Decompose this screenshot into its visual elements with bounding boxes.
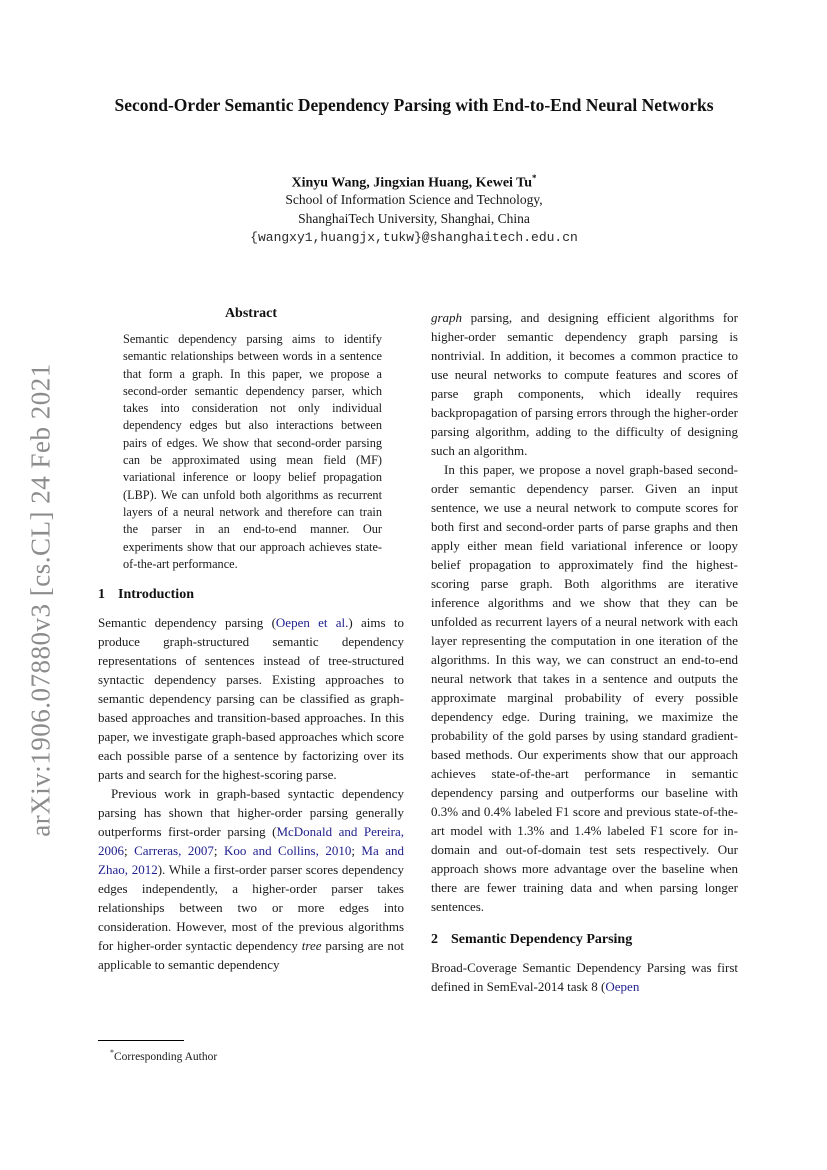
abstract-text: Semantic dependency parsing aims to identify semantic relationships between words in a sentence that form a graph. In this paper, we propose a second-order semantic dependency parser, which takes into consideration not only individual dependency edges but also interactions between pairs of edges. We show that second-order parsing can be approximated using mean field (MF) variational inference or loopy belief propagation (LBP). We can unfold both algorithms as recurrent layers of a neural network and therefore can train the parser in an end-to-end manner. Our experiments show that our approach achieves state-of-the-art performance. <box>123 332 382 571</box>
paragraph-text: ). While a first-order parser scores dependency edges independently, a higher-order parser takes relationships between two or more edges into consideration. However, most of the previous algorithms for higher-order syntactic dependency <box>98 862 404 954</box>
section-1-heading <box>98 587 404 603</box>
citation-link[interactable]: Oepen et al. <box>275 615 349 631</box>
citation-link[interactable]: McDonald and Pereira, 2006 <box>98 824 404 859</box>
footnote-label: Corresponding Author <box>114 1050 218 1063</box>
contribution-paragraph: In this paper, we propose a novel graph-based second-order semantic dependency parser. Given an input sentence, we use a neural network to compute scores for both first and second-order parts of parse graphs and then apply either mean field variational inference or loopy belief propagation to approximately find the highest-scoring parse graph. Both algorithms are iterative inference algorithms and we show that they can be unfolded as recurrent layers of a neural network with each layer representing the computation in one iteration of the algorithms. In this way, we can construct an end-to-end neural network that takes in a sentence and outputs the approximate marginal probability of every possible dependency edge. During training, we maximize the probability of the gold parses by using standard gradient-based methods. Our experiments show that our approach achieves state-of-the-art performance in semantic dependency parsing and outperforms our baseline with 0.3% and 0.4% labeled F1 score and previous state-of-the-art model with 1.3% and 1.4% labeled F1 score for in-domain and out-of-domain test sets respectively. Our approach shows more advantage over the baseline when there are fewer training data and when parsing longer sentences. <box>431 462 738 914</box>
footnote <box>98 1040 404 1065</box>
footnote-text <box>98 1045 404 1065</box>
paragraph-text: ) aims to produce graph-structured semantic dependency representations of sentences instead of tree-structured syntactic dependency parses. Existing approaches to semantic dependency parsing can be classified as graph-based approaches and transition-based approaches. In this paper, we investigate graph-based approaches which score each possible parse of a sentence by factorizing over its parts and search for the highest-scoring parse. <box>98 615 404 783</box>
abstract-heading: Abstract <box>224 306 278 321</box>
paper-title: Second-Order Semantic Dependency Parsing with End-to-End Neural Networks <box>114 95 714 115</box>
citation-link[interactable]: Carreras, 2007 <box>134 843 214 859</box>
affiliation-line-2: ShanghaiTech University, Shanghai, China <box>298 211 530 226</box>
paragraph-text: Broad-Coverage Semantic Dependency Parsing was first defined in SemEval-2014 task 8 ( <box>431 960 738 994</box>
section-2-title: Semantic Dependency Parsing <box>451 932 633 947</box>
intro-paragraph-1 <box>98 613 404 784</box>
section-1-number: 1 <box>98 587 105 603</box>
arxiv-watermark: arXiv:1906.07880v3 [cs.CL] 24 Feb 2021 <box>25 363 56 837</box>
paragraph-text: ; <box>213 843 224 859</box>
citation-link[interactable]: Ma and Zhao, 2012 <box>98 843 404 878</box>
affiliation-line-1: School of Information Science and Technology, <box>285 192 543 207</box>
paragraph-text: parsing, and designing efficient algorithms for higher-order semantic dependency graph parsing is nontrivial. In addition, it becomes a common practice to use neural networks to compute features and scores of parse graph components, which ideally requires backpropagation of parsing errors through the higher-order parsing algorithm, adding to the difficulty of designing such an algorithm. <box>431 310 738 458</box>
paragraph-text: Semantic dependency parsing ( <box>98 615 276 631</box>
author-emails: {wangxy1,huangjx,tukw}@shanghaitech.edu.cn <box>250 230 578 245</box>
section-1-title: Introduction <box>118 587 194 603</box>
paragraph-text: Previous work in graph-based syntactic dependency parsing has shown that higher-order parsing generally outperforms first-order parsing ( <box>98 786 404 840</box>
footnote-marker: * <box>110 1048 114 1057</box>
citation-link[interactable]: Koo and Collins, 2010 <box>223 843 352 859</box>
section-2-heading <box>431 932 738 948</box>
right-column <box>431 308 738 996</box>
emphasized-word: graph <box>431 310 463 325</box>
paragraph-text: ; <box>124 843 135 859</box>
section-2-paragraph-1 <box>431 958 738 996</box>
corresponding-author-marker: * <box>532 173 537 183</box>
footnote-rule <box>98 1040 184 1041</box>
paragraph-text: ; <box>351 843 362 859</box>
citation-link[interactable]: Oepen <box>605 979 640 994</box>
author-names: Xinyu Wang, Jingxian Huang, Kewei Tu <box>291 175 533 191</box>
section-2-number: 2 <box>431 932 438 947</box>
emphasized-word: tree <box>301 938 322 954</box>
left-column <box>98 306 404 974</box>
continued-paragraph <box>431 308 738 460</box>
author-line <box>84 169 744 193</box>
paragraph-text: parsing are not applicable to semantic dependency <box>98 938 404 973</box>
intro-paragraph-2 <box>98 784 404 974</box>
